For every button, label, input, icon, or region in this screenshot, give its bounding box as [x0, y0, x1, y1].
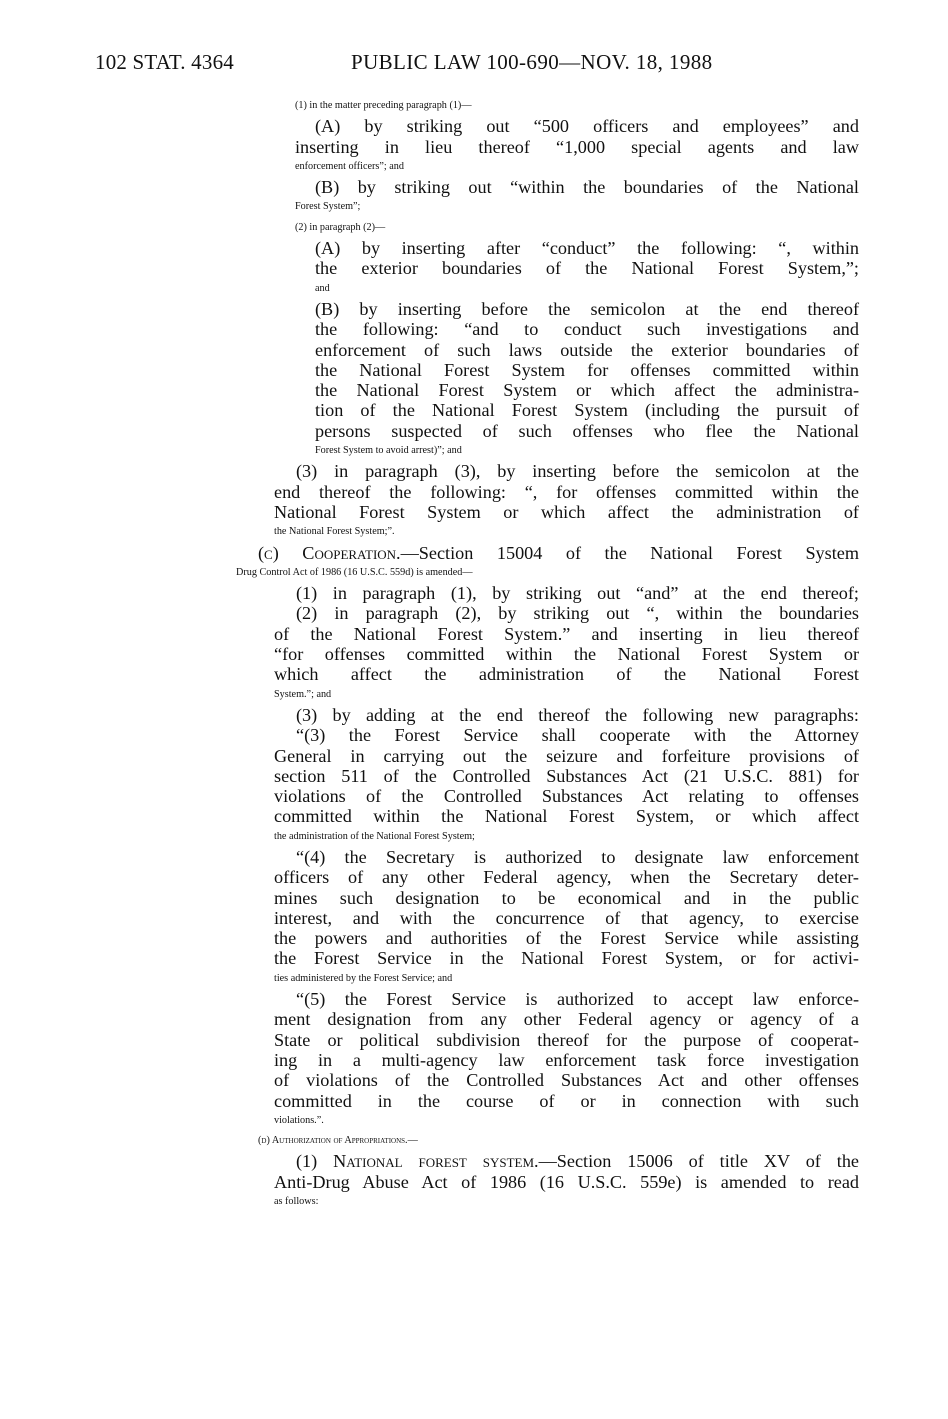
section-heading: (d) Authorization of Appropriations.	[258, 1135, 408, 1147]
section-heading: (c) Cooperation.	[258, 542, 401, 563]
text-line: (3) by adding at the end thereof the following new paragraphs:	[296, 704, 859, 725]
text-line: “(4) the Secretary is authorized to designate law enforcement	[296, 846, 859, 867]
text-line: persons suspected of such offenses who flee the National	[315, 420, 859, 441]
text-line: System.”; and	[274, 688, 332, 700]
text-line: State or political subdivision thereof for the purpose of cooperat-	[274, 1029, 859, 1050]
text-line: committed in the course of or in connection with such	[274, 1090, 859, 1111]
section-text: —Section 15004 of the National Forest System	[400, 542, 860, 563]
text-line: section 511 of the Controlled Substances Act (21 U.S.C. 881) for	[274, 765, 859, 786]
page-header	[95, 50, 855, 80]
text-line: the National Forest System or which affect the administra-	[315, 380, 859, 401]
text-line: violations.”.	[274, 1114, 324, 1126]
text-line: of the National Forest System.” and inserting in lieu thereof	[274, 623, 859, 644]
text-line: which affect the administration of the National Forest	[274, 664, 859, 685]
text-line: the powers and authorities of the Forest Service while assisting	[274, 928, 859, 949]
text-line: (3) in paragraph (3), by inserting before the semicolon at the	[296, 461, 859, 482]
text-line: “(5) the Forest Service is authorized to accept law enforce-	[296, 989, 859, 1010]
statute-citation: 102 STAT. 4364	[95, 50, 234, 74]
section-heading-line	[258, 543, 859, 563]
text-line: committed within the National Forest System, or which affect	[274, 806, 859, 827]
text-line: Forest System”;	[295, 201, 361, 213]
text-line: (1) in the matter preceding paragraph (1)—	[295, 100, 472, 111]
section-text: —	[407, 1135, 418, 1147]
text-line: officers of any other Federal agency, when the Secretary deter-	[274, 867, 859, 888]
text-line: enforcement of such laws outside the exterior boundaries of	[315, 339, 859, 360]
section-heading-line	[258, 1131, 948, 1151]
text-line: Drug Control Act of 1986 (16 U.S.C. 559d) is amended—	[236, 566, 473, 578]
text-line: as follows:	[274, 1196, 319, 1208]
text-line: the National Forest System;”.	[274, 526, 395, 538]
text-line: (A) by striking out “500 officers and employees” and	[315, 116, 859, 137]
text-line: ment designation from any other Federal agency or agency of a	[274, 1009, 859, 1030]
text-line: ing in a multi-agency law enforcement task force investigation	[274, 1049, 859, 1070]
text-line: (2) in paragraph (2)—	[295, 221, 386, 233]
text-line: Forest System to avoid arrest)”; and	[315, 445, 462, 457]
text-line: enforcement officers”; and	[295, 160, 404, 172]
text-line: the Forest Service in the National Forest System, or for activi-	[274, 948, 859, 969]
text-line: (1) in paragraph (1), by striking out “and” at the end thereof;	[296, 583, 859, 604]
text-line: of violations of the Controlled Substances Act and other offenses	[274, 1070, 859, 1091]
subsection-text: —Section 15006 of title XV of the	[538, 1151, 859, 1172]
text-line: ties administered by the Forest Service; and	[274, 972, 453, 984]
subsection-heading-line	[296, 1151, 859, 1171]
subsection-heading: (1) National forest system.	[296, 1151, 539, 1172]
document-body	[0, 96, 948, 1212]
text-line: (B) by striking out “within the boundaries of the National	[315, 177, 859, 198]
text-line: interest, and with the concurrence of that agency, to exercise	[274, 907, 859, 928]
public-law-title: PUBLIC LAW 100-690—NOV. 18, 1988	[351, 50, 713, 74]
text-line: “for offenses committed within the National Forest System or	[274, 644, 859, 665]
text-line: the following: “and to conduct such investigations and	[315, 319, 859, 340]
text-line: inserting in lieu thereof “1,000 special agents and law	[295, 136, 859, 157]
text-line: National Forest System or which affect the administration of	[274, 501, 859, 522]
text-line: and	[315, 282, 330, 294]
text-line: “(3) the Forest Service shall cooperate with the Attorney	[296, 725, 859, 746]
text-line: tion of the National Forest System (including the pursuit of	[315, 400, 859, 421]
text-line: the National Forest System for offenses committed within	[315, 359, 859, 380]
text-line: (A) by inserting after “conduct” the following: “, within	[315, 238, 859, 259]
text-line: the exterior boundaries of the National Forest System,”;	[315, 258, 859, 279]
text-line: Anti-Drug Abuse Act of 1986 (16 U.S.C. 559e) is amended to read	[274, 1171, 859, 1192]
text-line: (2) in paragraph (2), by striking out “, within the boundaries	[296, 603, 859, 624]
text-line: General in carrying out the seizure and forfeiture provisions of	[274, 745, 859, 766]
text-line: (B) by inserting before the semicolon at the end thereof	[315, 298, 859, 319]
text-line: violations of the Controlled Substances Act relating to offenses	[274, 786, 859, 807]
text-line: the administration of the National Forest System;	[274, 830, 475, 842]
text-line: mines such designation to be economical and in the public	[274, 887, 859, 908]
text-line: end thereof the following: “, for offenses committed within the	[274, 481, 859, 502]
